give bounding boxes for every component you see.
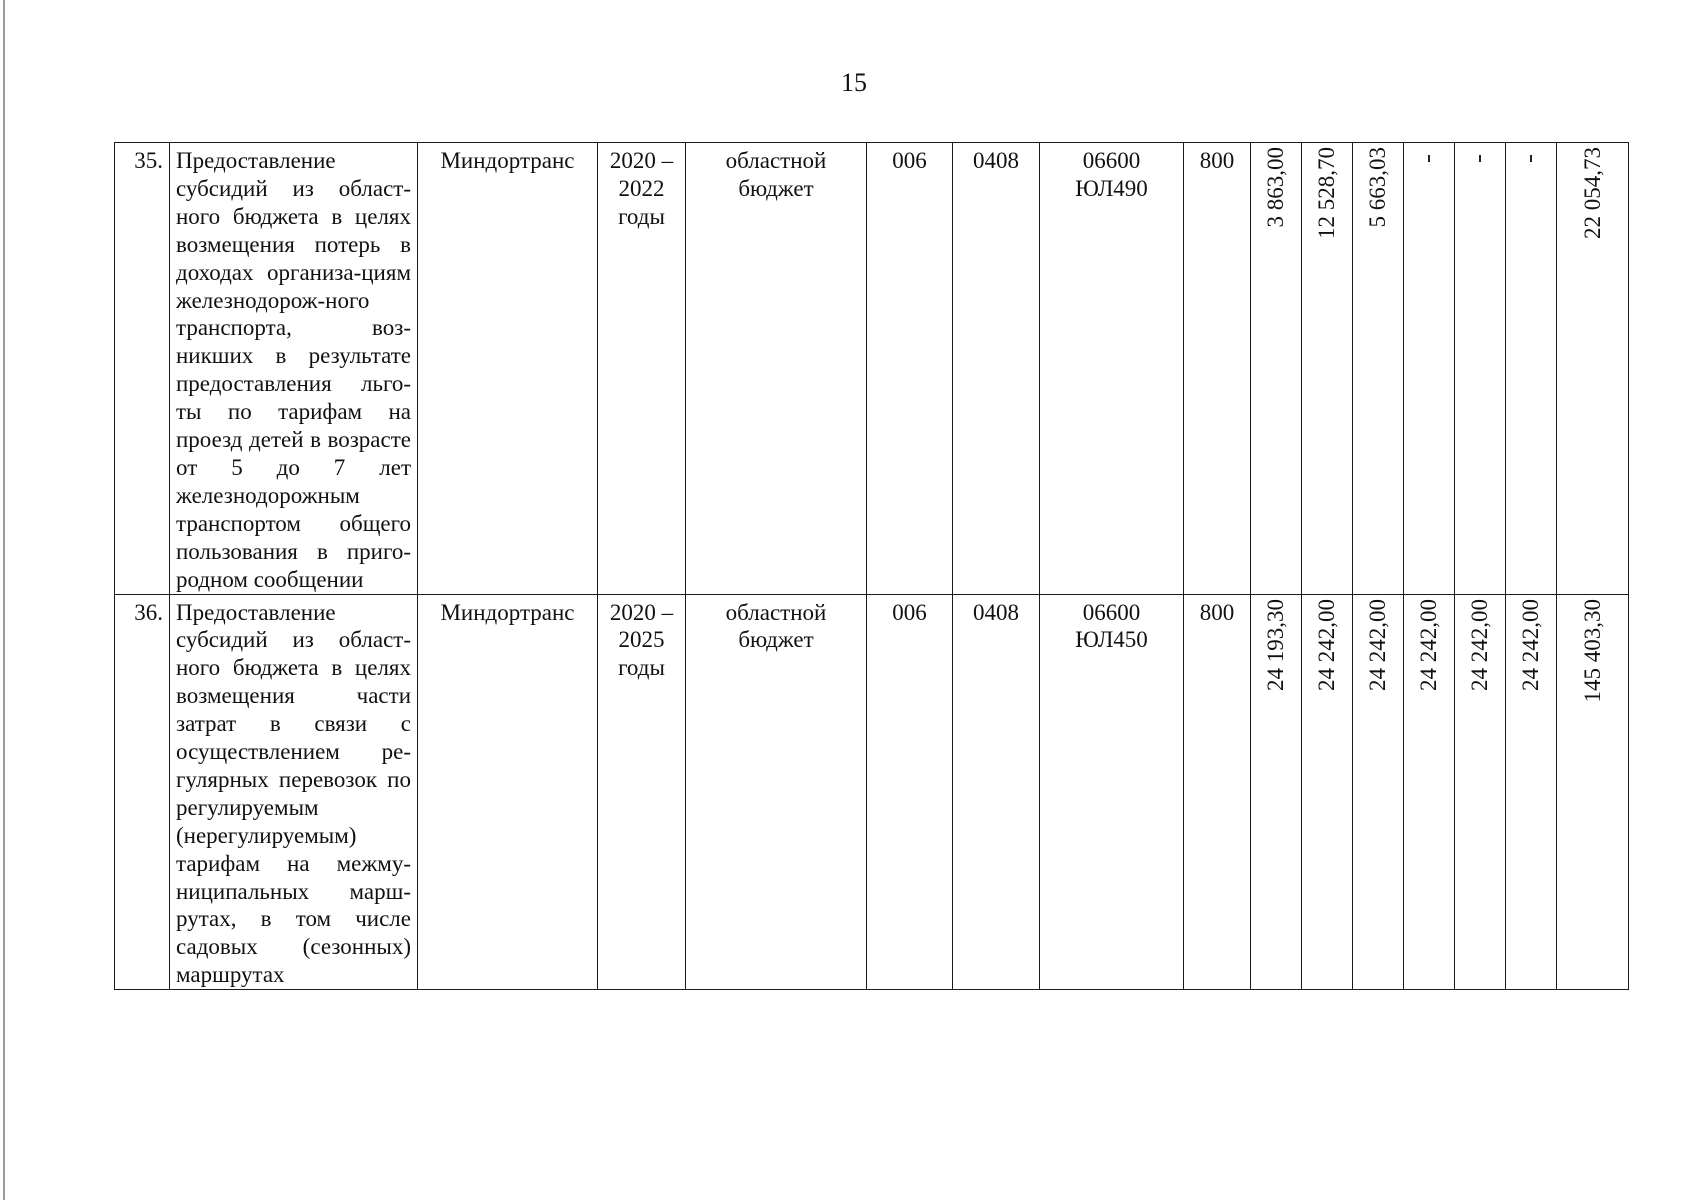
budget-table (114, 142, 1629, 990)
page-edge-line (3, 0, 5, 1200)
row-code-rzpr: 0408 (953, 594, 1040, 990)
year-value-cell (1302, 594, 1353, 990)
year-value-cell (1404, 143, 1455, 595)
row-code-csr: 06600 ЮЛ490 (1040, 143, 1184, 595)
total-value: 145 403,30 (1579, 598, 1605, 702)
year-value: 24 242,00 (1314, 598, 1339, 691)
year-value: 24 242,00 (1467, 598, 1492, 691)
row-code-rzpr: 0408 (953, 143, 1040, 595)
row-funding-source: областной бюджет (686, 594, 867, 990)
year-value-cell (1302, 143, 1353, 595)
year-value: 24 193,30 (1263, 598, 1288, 691)
row-code-vr: 800 (1184, 594, 1251, 990)
total-value-cell (1557, 143, 1629, 595)
row-code-grbs: 006 (867, 594, 953, 990)
year-value-dash (1428, 155, 1430, 162)
year-value-cell (1251, 594, 1302, 990)
year-value: 5 663,03 (1365, 147, 1390, 228)
row-funding-source: областной бюджет (686, 143, 867, 595)
table-row (115, 594, 1629, 990)
total-value-cell (1557, 594, 1629, 990)
total-value: 22 054,73 (1579, 147, 1605, 239)
row-code-csr: 06600 ЮЛ450 (1040, 594, 1184, 990)
year-value-cell (1506, 594, 1557, 990)
row-executor: Миндортранс (418, 143, 598, 595)
year-value: 24 242,00 (1518, 598, 1543, 691)
year-value-cell (1455, 594, 1506, 990)
year-value: 24 242,00 (1416, 598, 1441, 691)
row-index: 36. (115, 594, 170, 990)
table-row (115, 143, 1629, 595)
year-value-dash (1530, 155, 1532, 162)
year-value-cell (1455, 143, 1506, 595)
year-value: 12 528,70 (1314, 147, 1339, 239)
row-period: 2020 – 2022 годы (598, 143, 686, 595)
year-value-cell (1404, 594, 1455, 990)
row-period: 2020 – 2025 годы (598, 594, 686, 990)
year-value-cell (1506, 143, 1557, 595)
year-value: 3 863,00 (1263, 147, 1288, 228)
row-code-vr: 800 (1184, 143, 1251, 595)
row-description: Предоставление субсидий из област-ного бюджета в целях возмещения части затрат в связи с осуществлением ре-гулярных перевозок по регулируемым (нерегулируемым) тарифам на межму-ниципальных марш-рутах, в том числе садовых (сезонных) маршрутах (170, 594, 418, 990)
row-executor: Миндортранс (418, 594, 598, 990)
year-value-cell (1353, 594, 1404, 990)
page-number: 15 (841, 68, 867, 97)
year-value-dash (1479, 155, 1481, 162)
row-index: 35. (115, 143, 170, 595)
row-description: Предоставление субсидий из област-ного бюджета в целях возмещения потерь в доходах организа-циям железнодорож-ного транспорта, воз-никших в результате предоставления льго-ты по тарифам на проезд детей в возрасте от 5 до 7 лет железнодорожным транспортом общего пользования в приго-родном сообщении (170, 143, 418, 595)
year-value-cell (1251, 143, 1302, 595)
year-value-cell (1353, 143, 1404, 595)
row-code-grbs: 006 (867, 143, 953, 595)
year-value: 24 242,00 (1365, 598, 1390, 691)
